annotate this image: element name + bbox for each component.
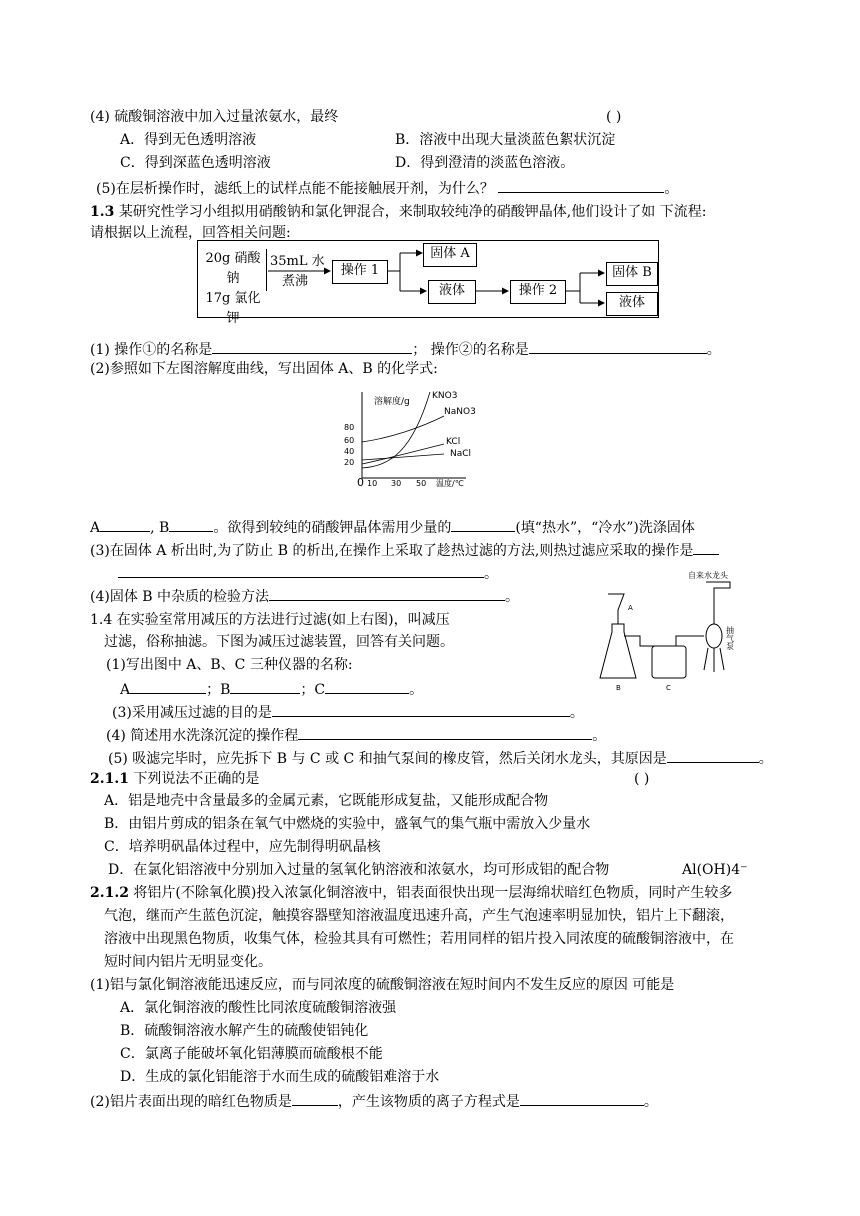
- buchner-funnel-icon: [608, 594, 624, 624]
- apparatus-label-c: C: [666, 684, 671, 692]
- label-kcl: KCl: [446, 437, 461, 447]
- suction-flask-icon: [600, 624, 636, 678]
- s212-q2-blank2[interactable]: [520, 1091, 644, 1106]
- s211-option-a: A．铝是地壳中含量最多的金属元素，它既能形成复盐，又能形成配合物: [104, 793, 549, 809]
- q4-answer-paren: ( ): [606, 109, 622, 125]
- label-kno3: KNO3: [432, 391, 458, 401]
- ytick-60: 60: [344, 436, 355, 445]
- s13-q1: (1) 操作①的名称是 ； 操作②的名称是 。: [90, 339, 721, 359]
- s13-blank-b[interactable]: [169, 517, 213, 532]
- q5-line: (5)在层析操作时，滤纸上的试样点能不能接触展开剂，为什么？ 。: [96, 178, 678, 198]
- q4-option-b: B．溶液中出现大量淡蓝色絮状沉淀: [395, 132, 616, 148]
- flow-solid-b-box: 固体 B: [606, 262, 658, 286]
- s212-q2: (2)铝片表面出现的暗红色物质是 ，产生该物质的离子方程式是 。: [90, 1091, 658, 1111]
- s13-q3: (3)在固体 A 析出时,为了防止 B 的析出,在操作上采取了趁热过滤的方法,则热过滤应采取的操作是: [90, 540, 719, 560]
- s212-option-b: B．硫酸铜溶液水解产生的硫酸使铝钝化: [120, 1023, 369, 1039]
- s212-line1: 2.1.2 将铝片(不除氧化膜)投入浓氯化铜溶液中，铝表面很快出现一层海绵状暗红色物质，同时产生较多: [90, 885, 733, 901]
- ytick-20: 20: [344, 458, 355, 467]
- curve-nano3: [362, 416, 444, 442]
- flow-start-box: 20g 硝酸钠 17g 氯化钾: [200, 249, 267, 291]
- q4-option-a: A．得到无色透明溶液: [120, 132, 257, 148]
- s212-option-a: A．氯化铜溶液的酸性比同浓度硫酸铜溶液强: [120, 1000, 397, 1016]
- xtick-10: 10: [367, 479, 378, 488]
- safety-bottle-icon: [652, 646, 686, 678]
- vacuum-filtration-apparatus: [596, 566, 766, 694]
- s211-option-c: C．培养明矾晶体过程中，应先制得明矾晶核: [104, 839, 381, 855]
- s13-q1-blank2[interactable]: [529, 339, 707, 354]
- s212-line2: 气泡，继而产生蓝色沉淀，触摸容器壁知溶液温度迅速升高，产生气泡速率明显加快，铝片上下翻滚，: [104, 908, 734, 924]
- label-nano3: NaNO3: [444, 407, 476, 417]
- flow-arrow-bottom-label: 煮沸: [282, 274, 309, 289]
- tube-1: [624, 636, 656, 646]
- s212-option-d: D．生成的氯化铝能溶于水而生成的硫酸铝难溶于水: [120, 1069, 440, 1085]
- s211-option-d-formula: Al(OH)4⁻: [682, 862, 748, 878]
- ytick-40: 40: [344, 447, 355, 456]
- s13-q4: (4)固体 B 中杂质的检验方法 。: [90, 586, 519, 606]
- s13-blank-wash[interactable]: [451, 517, 515, 532]
- q4-option-c: C．得到深蓝色透明溶液: [120, 155, 271, 171]
- flow-op2-box: 操作 2: [510, 280, 566, 304]
- chart-ylabel: 溶解度/g: [374, 397, 410, 407]
- xtick-30: 30: [391, 479, 402, 488]
- apparatus-label-a: A: [628, 604, 633, 612]
- s13-intro: [90, 203, 706, 221]
- flow-op1-box: 操作 1: [332, 260, 388, 284]
- s14-q3-blank[interactable]: [272, 702, 570, 717]
- s212-line3: 溶液中出现黑色物质，收集气体，检验其具有可燃性；若用同样的铝片投入同浓度的硫酸铜溶液中，在: [104, 931, 734, 947]
- s14-q4-blank[interactable]: [298, 725, 592, 740]
- s14-q1-answers: A ；B ；C 。: [120, 679, 423, 699]
- s13-q2-answer: A , B 。欲得到较纯的硝酸钾晶体需用少量的 (填“热水”，“冷水”)洗涤固体: [90, 517, 695, 537]
- s14-blank-c[interactable]: [325, 679, 409, 694]
- s211-option-d: D．在氯化铝溶液中分别加入过量的氢氧化钠溶液和浓氨水，均可形成铝的配合物: [108, 862, 610, 878]
- s211-stem: 2.1.1 下列说法不正确的是: [90, 771, 260, 787]
- s14-q3: (3)采用减压过滤的目的是 。: [112, 702, 584, 722]
- s14-line1: 1.4 在实验室常用减压的方法进行过滤(如上右图)，叫减压: [90, 612, 450, 628]
- solubility-chart: [340, 384, 492, 490]
- s13-text: 某研究性学习小组拟用硝酸钠和氯化钾混合，来制取较纯净的硝酸钾晶体,他们设计了如 下流程:: [118, 204, 707, 220]
- s212-line4: 短时间内铝片无明显变化。: [104, 954, 272, 970]
- s13-number: 1.3: [90, 204, 115, 220]
- s211-paren: ( ): [634, 771, 650, 787]
- s13-q4-blank[interactable]: [269, 586, 505, 601]
- q5-text: (5)在层析操作时，滤纸上的试样点能不能接触展开剂，为什么？: [96, 181, 494, 197]
- s211-option-b: B．由铝片剪成的铝条在氧气中燃烧的实验中，盛氧气的集气瓶中需放入少量水: [104, 816, 591, 832]
- s13-q2: (2)参照如下左图溶解度曲线，写出固体 A、B 的化学式:: [90, 361, 438, 377]
- flow-liquid1-box: 液体: [428, 280, 476, 304]
- q4-stem: (4) 硫酸铜溶液中加入过量浓氨水，最终: [90, 109, 339, 125]
- s212-q2-blank1[interactable]: [292, 1091, 338, 1106]
- s14-q5: (5) 吸滤完毕时，应先拆下 B 与 C 或 C 和抽气泵间的橡皮管，然后关闭水龙头，其原因是 。: [108, 748, 773, 768]
- s14-q4: (4) 简述用水洗涤沉淀的操作程 。: [106, 725, 606, 745]
- s212-option-c: C．氯离子能破坏氧化铝薄膜而硫酸根不能: [120, 1046, 383, 1062]
- flow-solid-a-box: 固体 A: [423, 243, 477, 267]
- s13-q1-blank1[interactable]: [212, 339, 412, 354]
- s13-q3-cont: 。: [118, 563, 498, 583]
- curve-kcl: [362, 444, 444, 464]
- q4-option-d: D．得到澄清的淡蓝色溶液。: [395, 155, 575, 171]
- apparatus-label-b: B: [616, 684, 621, 692]
- s13-q3-blank-a[interactable]: [693, 540, 719, 555]
- tube-2: [676, 636, 704, 646]
- s14-blank-b[interactable]: [230, 679, 300, 694]
- flow-arrow-top-label: 35mL 水: [270, 254, 325, 269]
- xtick-50: 50: [416, 479, 427, 488]
- chart-xlabel: 温度/℃: [436, 479, 464, 488]
- pump-label: 抽气泵: [725, 626, 735, 650]
- s13-q3-blank-b[interactable]: [118, 563, 484, 578]
- s14-q1: (1)写出图中 A、B、C 三种仪器的名称:: [106, 657, 353, 673]
- s14-blank-a[interactable]: [130, 679, 206, 694]
- s14-line2: 过滤，俗称抽滤。下图为减压过滤装置，回答有关问题。: [104, 634, 454, 650]
- water-stream: [704, 648, 724, 672]
- tap-label: 自来水龙头: [688, 571, 728, 580]
- q5-blank[interactable]: [498, 178, 664, 193]
- xtick-0: 0: [357, 476, 364, 489]
- tap-icon: [706, 582, 730, 596]
- aspirator-pump-icon: [706, 624, 722, 648]
- s14-q5-blank[interactable]: [667, 748, 759, 763]
- curve-nacl: [362, 454, 444, 460]
- s212-q1: (1)铝与氯化铜溶液能迅速反应，而与同浓度的硫酸铜溶液在短时间内不发生反应的原因 可能是: [90, 977, 675, 993]
- ytick-80: 80: [344, 423, 355, 432]
- s13-line2: 请根据以上流程，回答相关问题:: [90, 225, 291, 241]
- flow-diagram: [197, 240, 659, 326]
- label-nacl: NaCl: [450, 449, 472, 459]
- s13-blank-a[interactable]: [100, 517, 150, 532]
- flow-liquid2-box: 液体: [606, 292, 658, 316]
